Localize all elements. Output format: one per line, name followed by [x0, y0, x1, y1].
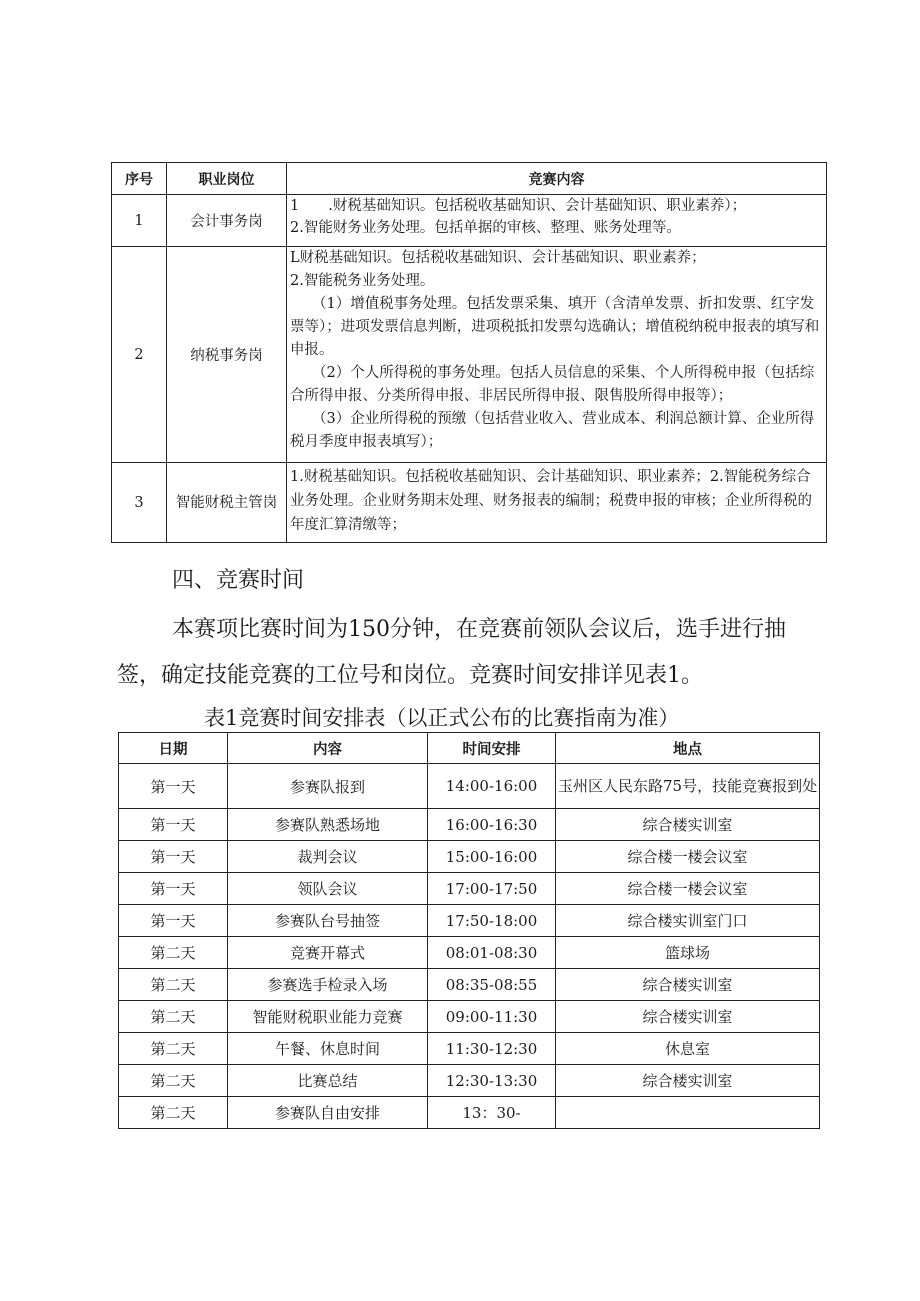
- cell-place: 综合楼实训室: [556, 1001, 820, 1033]
- cell-place: 综合楼实训室门口: [556, 905, 820, 937]
- cell-content: 参赛队台号抽签: [228, 905, 428, 937]
- header-place: 地点: [556, 733, 820, 764]
- row-content: [287, 195, 827, 247]
- table-caption: 表1竞赛时间安排表（以正式公布的比赛指南为准）: [204, 706, 680, 730]
- cell-date: 第二天: [119, 937, 228, 969]
- header-no: 序号: [112, 163, 167, 195]
- cell-time: 14:00-16:00: [428, 764, 556, 809]
- cell-date: 第一天: [119, 764, 228, 809]
- table-row: [119, 969, 820, 1001]
- cell-date: 第二天: [119, 1033, 228, 1065]
- row-position-label: 智能财税主管岗: [175, 494, 278, 511]
- cell-content: 参赛队熟悉场地: [228, 809, 428, 841]
- table-row: [119, 1097, 820, 1129]
- cell-time: 15:00-16:00: [428, 841, 556, 873]
- cell-time: 08:01-08:30: [428, 937, 556, 969]
- table-header-row: [112, 163, 827, 195]
- cell-place: 综合楼实训室: [556, 1065, 820, 1097]
- cell-date: 第二天: [119, 969, 228, 1001]
- header-position: 职业岗位: [167, 163, 287, 195]
- content-line: 1 .财税基础知识。包括税收基础知识、会计基础知识、职业素养）；: [290, 198, 747, 214]
- cell-content: 智能财税职业能力竞赛: [228, 1001, 428, 1033]
- cell-place: 综合楼实训室: [556, 969, 820, 1001]
- table-row: [119, 841, 820, 873]
- cell-date: 第二天: [119, 1001, 228, 1033]
- content-line: （3）企业所得税的预缴（包括营业收入、营业成本、利润总额计算、企业所得税月季度申报表填写）；: [290, 411, 815, 450]
- table-row: [112, 463, 827, 543]
- table-row: [119, 764, 820, 809]
- row-no: 2: [112, 247, 167, 463]
- header-time: 时间安排: [428, 733, 556, 764]
- cell-content: 裁判会议: [228, 841, 428, 873]
- cell-time: 17:50-18:00: [428, 905, 556, 937]
- row-no: 1: [112, 195, 167, 247]
- table-row: [119, 905, 820, 937]
- content-line: 1.财税基础知识。包括税收基础知识、会计基础知识、职业素养；2.智能税务综合业务处理。企业财务期末处理、财务报表的编制；税费申报的审核；企业所得税的年度汇算清缴等；: [290, 469, 812, 533]
- content-line: 2.智能财务业务处理。包括单据的审核、整理、账务处理等。: [290, 220, 681, 236]
- positions-table: [111, 162, 827, 543]
- row-position: 会计事务岗: [167, 195, 287, 247]
- content-line: L财税基础知识。包括税收基础知识、会计基础知识、职业素养；: [290, 250, 706, 266]
- schedule-table: [118, 732, 820, 1129]
- table-row: [112, 247, 827, 463]
- cell-content: 参赛队报到: [228, 764, 428, 809]
- row-content: [287, 463, 827, 543]
- section-heading: 四、竞赛时间: [172, 568, 305, 593]
- content-line: （2）个人所得税的事务处理。包括人员信息的采集、个人所得税申报（包括综合所得申报、分类所得申报、非居民所得申报、限售股所得申报等）；: [290, 365, 815, 404]
- table-row: [119, 873, 820, 905]
- row-position: 纳税事务岗: [167, 247, 287, 463]
- cell-time: 11:30-12:30: [428, 1033, 556, 1065]
- cell-content: 比赛总结: [228, 1065, 428, 1097]
- table-row: [119, 937, 820, 969]
- cell-place: 休息室: [556, 1033, 820, 1065]
- cell-time: 13：30-: [428, 1097, 556, 1129]
- cell-time: 12:30-13:30: [428, 1065, 556, 1097]
- row-no: 3: [112, 463, 167, 543]
- row-position: [167, 463, 287, 543]
- cell-date: 第二天: [119, 1097, 228, 1129]
- cell-date: 第一天: [119, 873, 228, 905]
- cell-content: 参赛选手检录入场: [228, 969, 428, 1001]
- cell-time: 08:35-08:55: [428, 969, 556, 1001]
- cell-content: 午餐、休息时间: [228, 1033, 428, 1065]
- section-paragraph: 本赛项比赛时间为150分钟，在竞赛前领队会议后，选手进行抽签，确定技能竞赛的工位号和岗位。竞赛时间安排详见表1。: [117, 617, 786, 688]
- header-content: 竞赛内容: [287, 163, 827, 195]
- table-row: [119, 1065, 820, 1097]
- cell-content: 竞赛开幕式: [228, 937, 428, 969]
- content-line: （1）增值税事务处理。包括发票采集、填开（含清单发票、折扣发票、红字发票等）；进项发票信息判断，进项税抵扣发票勾选确认；增值税纳税申报表的填写和申报。: [290, 296, 820, 358]
- cell-place: 篮球场: [556, 937, 820, 969]
- cell-content: 领队会议: [228, 873, 428, 905]
- cell-place: [556, 1097, 820, 1129]
- cell-content: 参赛队自由安排: [228, 1097, 428, 1129]
- table-header-row: [119, 733, 820, 764]
- content-line: 2.智能税务业务处理。: [290, 273, 435, 289]
- header-content: 内容: [228, 733, 428, 764]
- table-row: [119, 809, 820, 841]
- header-date: 日期: [119, 733, 228, 764]
- cell-time: 16:00-16:30: [428, 809, 556, 841]
- cell-time: 17:00-17:50: [428, 873, 556, 905]
- row-content: [287, 247, 827, 463]
- cell-place: 综合楼实训室: [556, 809, 820, 841]
- cell-place: 综合楼一楼会议室: [556, 873, 820, 905]
- cell-time: 09:00-11:30: [428, 1001, 556, 1033]
- cell-date: 第一天: [119, 841, 228, 873]
- cell-date: 第一天: [119, 905, 228, 937]
- cell-place: 综合楼一楼会议室: [556, 841, 820, 873]
- table-row: [112, 195, 827, 247]
- table-row: [119, 1001, 820, 1033]
- cell-date: 第一天: [119, 809, 228, 841]
- table-row: [119, 1033, 820, 1065]
- cell-date: 第二天: [119, 1065, 228, 1097]
- cell-place: 玉州区人民东路75号，技能竞赛报到处: [556, 764, 820, 809]
